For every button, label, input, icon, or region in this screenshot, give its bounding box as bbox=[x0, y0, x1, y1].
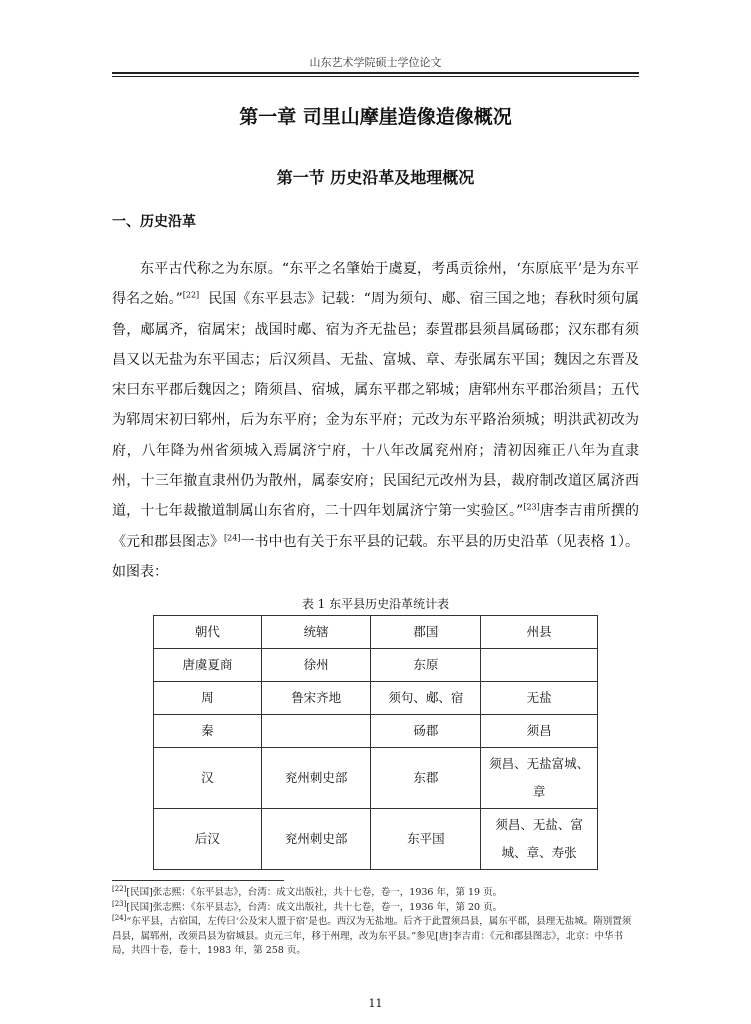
page-number: 11 bbox=[368, 997, 383, 1010]
footnote-text: [民国]张志熙：《东平县志》，台湾：成文出版社，共十七卷，卷一，1936 年，第 19 页。 bbox=[126, 887, 503, 898]
table-header-cell: 统辖 bbox=[261, 616, 371, 649]
table-header-cell: 郡国 bbox=[371, 616, 481, 649]
table-cell: 汉 bbox=[154, 748, 262, 809]
table-row bbox=[154, 682, 598, 715]
header-rule bbox=[112, 72, 639, 74]
table-cell: 唐虞夏商 bbox=[154, 649, 262, 682]
footnote-23 bbox=[112, 901, 639, 916]
table-cell: 须句、郕、宿 bbox=[371, 682, 481, 715]
section-title: 第一节 历史沿革及地理概况 bbox=[276, 168, 475, 187]
footnote-24 bbox=[112, 915, 639, 959]
footnotes bbox=[112, 886, 639, 959]
running-header: 山东艺术学院硕士学位论文 bbox=[309, 56, 442, 69]
table-cell: 周 bbox=[154, 682, 262, 715]
table-cell: 无盐 bbox=[481, 682, 598, 715]
table-cell bbox=[261, 715, 371, 748]
body-text-part-c: 唐李吉甫所撰的《元和郡县图志》 bbox=[112, 503, 640, 550]
table-cell: 须昌、无盐、富城、章、寿张 bbox=[481, 809, 598, 870]
footnote-ref-24[interactable]: [24] bbox=[224, 533, 241, 543]
body-paragraph bbox=[112, 254, 639, 587]
footnote-text: “东平县，古宿国，左传曰‘公及宋人盟于宿’是也。西汉为无盐地。后齐于此置须昌县，属东平郡，县理无盐城。隋别置须昌县，属郓州，改须昌县为宿城县。贞元三年，移于州理，改为东平县。”参见[唐]李吉甫：《元和郡县图志》，北京：中华书局，共四十卷，卷十，1983 年，第 258 页。 bbox=[112, 916, 632, 956]
footnote-mark: [24] bbox=[112, 913, 127, 922]
body-text-part-b: 民国《东平县志》记载：“周为须句、郕、宿三国之地；春秋时须句属鲁，郕属齐，宿属宋；战国时郕、宿为齐无盐邑；泰置郡县须昌属砀郡；汉东郡有须昌又以无盐为东平国志；后汉须昌、无盐、富城、章、寿张属东平国；魏因之东晋及宋曰东平郡后魏因之；隋须昌、宿城，属东平郡之郓城；唐郓州东平郡治须昌；五代为郓周宋初曰郓州，后为东平府；金为东平府；元改为东平路治须城；明洪武初改为府，八年降为州省须城入焉属济宁府，十八年改属兖州府；清初因雍正八年为直隶州，十三年撤直隶州仍为散州，属泰安府；民国纪元改州为县，裁府制改道区属济西道，十七年裁撤道制属山东省府，二十四年划属济宁第一实验区。” bbox=[112, 291, 639, 520]
table-cell: 鲁宋齐地 bbox=[261, 682, 371, 715]
chapter-title: 第一章 司里山摩崖造像造像概况 bbox=[239, 106, 512, 128]
table-header-cell: 州县 bbox=[481, 616, 598, 649]
table-cell: 后汉 bbox=[154, 809, 262, 870]
history-table bbox=[153, 615, 598, 870]
table-header-row bbox=[154, 616, 598, 649]
table-caption: 表 1 东平县历史沿革统计表 bbox=[301, 597, 450, 611]
footnote-text: [民国]张志熙：《东平县志》，台湾：成文出版社，共十七卷，卷一，1936 年，第 20 页。 bbox=[126, 901, 503, 913]
table-cell: 秦 bbox=[154, 715, 262, 748]
footnote-mark: [22] bbox=[112, 884, 127, 893]
table-cell bbox=[481, 649, 598, 682]
table-row bbox=[154, 809, 598, 870]
table-cell: 东郡 bbox=[371, 748, 481, 809]
table-row bbox=[154, 649, 598, 682]
footnote-22 bbox=[112, 886, 639, 901]
footnote-mark: [23] bbox=[112, 899, 127, 908]
table-cell: 兖州刺史部 bbox=[261, 809, 371, 870]
subsection-title: 一、历史沿革 bbox=[112, 214, 196, 230]
body-text-part-d: 一书中也有关于东平县的记载。东平县的历史沿革（见表格 1）。如图表： bbox=[112, 533, 639, 580]
footnote-rule bbox=[112, 880, 284, 881]
table-cell: 东原 bbox=[371, 649, 481, 682]
table-header-cell: 朝代 bbox=[154, 616, 262, 649]
footnote-ref-22[interactable]: [22] bbox=[182, 290, 200, 300]
footnote-ref-23[interactable]: [23] bbox=[523, 502, 540, 512]
table-cell: 砀郡 bbox=[371, 715, 481, 748]
table-cell: 须昌、无盐富城、章 bbox=[481, 748, 598, 809]
table-row bbox=[154, 748, 598, 809]
body-text-part-a: 东平古代称之为东原。“东平之名肇始于虞夏，考禹贡徐州，‘东原底平’是为东平得名之始。” bbox=[112, 261, 639, 308]
table-cell: 徐州 bbox=[261, 649, 371, 682]
table-cell: 东平国 bbox=[371, 809, 481, 870]
table-cell: 须昌 bbox=[481, 715, 598, 748]
table-row bbox=[154, 715, 598, 748]
header-rule-thin bbox=[112, 76, 639, 77]
table-cell: 兖州刺史部 bbox=[261, 748, 371, 809]
